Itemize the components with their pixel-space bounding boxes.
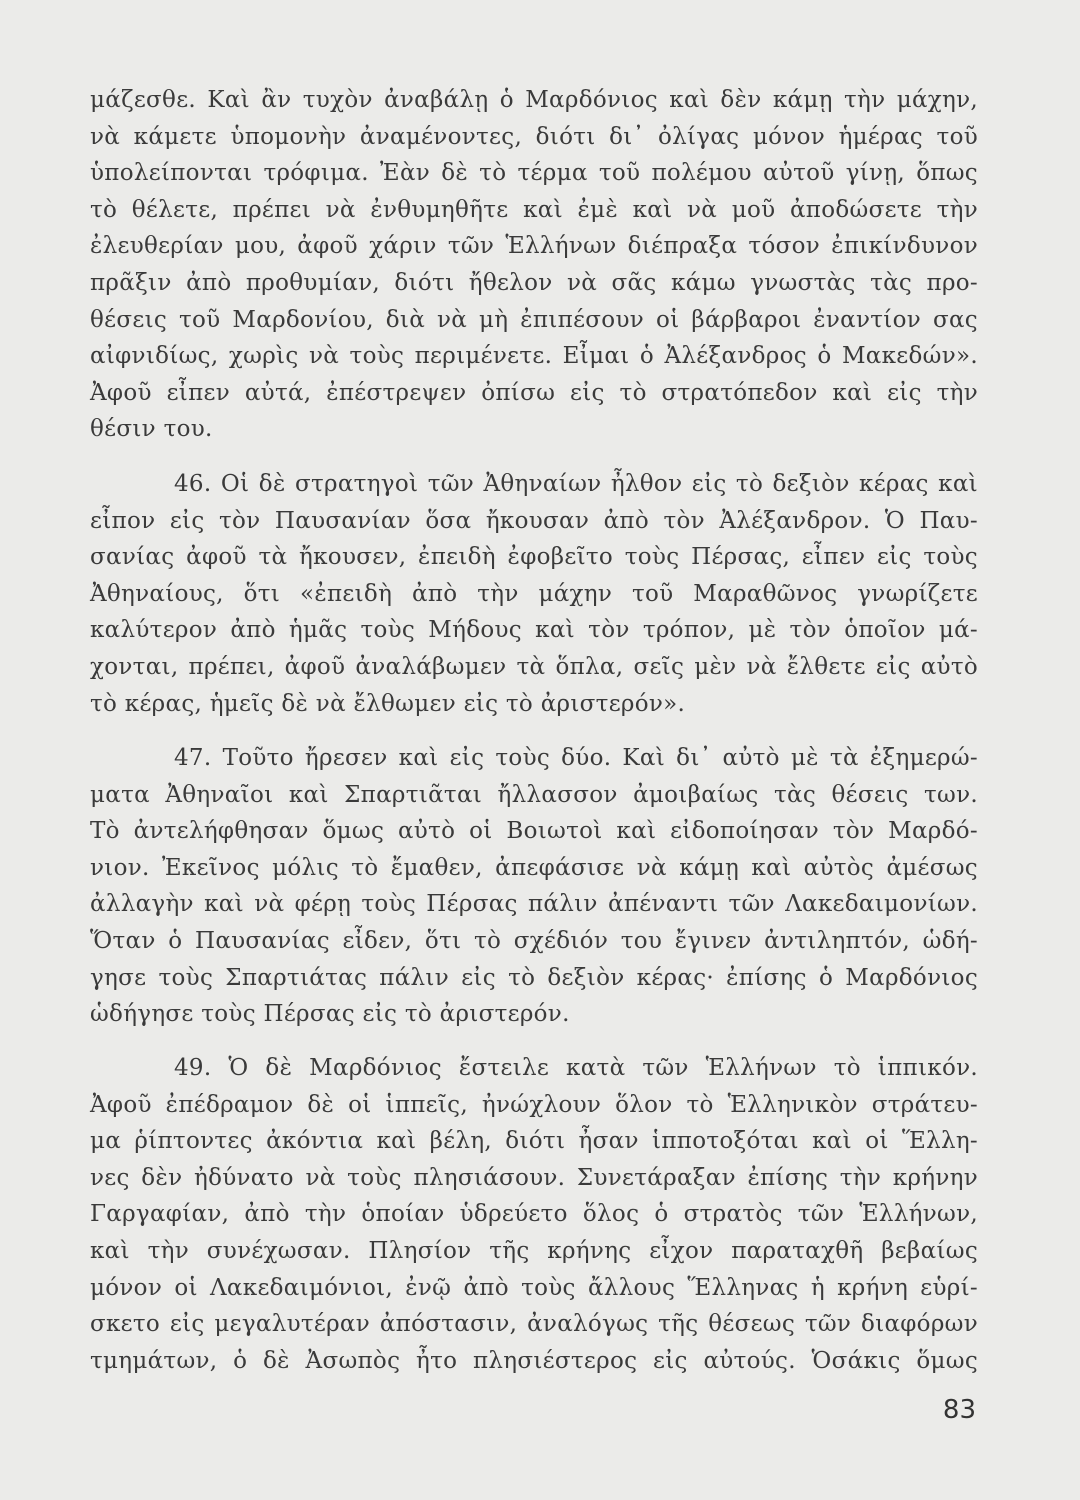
text-line: 49. Ὁ δὲ Μαρδόνιος ἔστειλε κατὰ τῶν Ἑλλήνων τὸ ἱππικόν.	[174, 1055, 978, 1081]
text-line: Ἀθηναίους, ὅτι «ἐπειδὴ ἀπὸ τὴν μάχην τοῦ Μαραθῶνος γνωρίζετε	[90, 580, 978, 607]
text-line: γησε τοὺς Σπαρτιάτας πάλιν εἰς τὸ δεξιὸν κέρας· ἐπίσης ὁ Μαρδόνιος	[90, 964, 978, 991]
text-line: μα ῥίπτοντες ἀκόντια καὶ βέλη, διότι ἦσαν ἱπποτοξόται καὶ οἱ Ἕλλη-	[90, 1128, 978, 1155]
text-line: θέσεις τοῦ Μαρδονίου, διὰ νὰ μὴ ἐπιπέσουν οἱ βάρβαροι ἐναντίον σας	[90, 306, 978, 333]
text-line: ὡδήγησε τοὺς Πέρσας εἰς τὸ ἀριστερόν.	[90, 1001, 570, 1028]
text-line: τὸ κέρας, ἡμεῖς δὲ νὰ ἔλθωμεν εἰς τὸ ἀριστερόν».	[90, 690, 686, 717]
text-line: Ἀφοῦ εἶπεν αὐτά, ἐπέστρεψεν ὀπίσω εἰς τὸ στρατόπεδον καὶ εἰς τὴν	[90, 379, 978, 406]
text-line: ματα Ἀθηναῖοι καὶ Σπαρτιᾶται ἤλλασσον ἀμοιβαίως τὰς θέσεις των.	[90, 781, 978, 808]
text-line: Τὸ ἀντελήφθησαν ὅμως αὐτὸ οἱ Βοιωτοὶ καὶ εἰδοποίησαν τὸν Μαρδό-	[90, 818, 978, 845]
text-line: Ὅταν ὁ Παυσανίας εἶδεν, ὅτι τὸ σχέδιόν του ἔγινεν ἀντιληπτόν, ὡδή-	[90, 927, 978, 954]
text-line: νες δὲν ἠδύνατο νὰ τοὺς πλησιάσουν. Συνετάραξαν ἐπίσης τὴν κρήνην	[90, 1164, 978, 1191]
text-line: νὰ κάμετε ὑπομονὴν ἀναμένοντες, διότι δι᾽ ὀλίγας μόνον ἡμέρας τοῦ	[90, 123, 978, 150]
paragraph-49	[90, 1050, 978, 1379]
paragraph-continuation	[90, 82, 978, 448]
text-line: Ἀφοῦ ἐπέδραμον δὲ οἱ ἱππεῖς, ἠνώχλουν ὅλον τὸ Ἑλληνικὸν στράτευ-	[90, 1091, 978, 1118]
text-line: χονται, πρέπει, ἀφοῦ ἀναλάβωμεν τὰ ὅπλα, σεῖς μὲν νὰ ἔλθετε εἰς αὐτὸ	[90, 653, 978, 680]
paragraph-47	[90, 740, 978, 1033]
text-line: τὸ θέλετε, πρέπει νὰ ἐνθυμηθῆτε καὶ ἐμὲ καὶ νὰ μοῦ ἀποδώσετε τὴν	[90, 196, 978, 223]
text-line: ἐλευθερίαν μου, ἀφοῦ χάριν τῶν Ἑλλήνων διέπραξα τόσον ἐπικίνδυνον	[90, 233, 978, 260]
paragraph-46	[90, 466, 978, 722]
text-line: ἀλλαγὴν καὶ νὰ φέρῃ τοὺς Πέρσας πάλιν ἀπέναντι τῶν Λακεδαιμονίων.	[90, 891, 978, 918]
text-line: θέσιν του.	[90, 416, 213, 443]
text-line: καὶ τὴν συνέχωσαν. Πλησίον τῆς κρήνης εἶχον παραταχθῆ βεβαίως	[90, 1237, 978, 1264]
text-line: Γαργαφίαν, ἀπὸ τὴν ὁποίαν ὑδρεύετο ὅλος ὁ στρατὸς τῶν Ἑλλήνων,	[90, 1201, 978, 1228]
text-line: σκετο εἰς μεγαλυτέραν ἀπόστασιν, ἀναλόγως τῆς θέσεως τῶν διαφόρων	[90, 1311, 978, 1338]
text-line: μάζεσθε. Καὶ ἂν τυχὸν ἀναβάλῃ ὁ Μαρδόνιος καὶ δὲν κάμῃ τὴν μάχην,	[90, 87, 978, 113]
text-line: καλύτερον ἀπὸ ἡμᾶς τοὺς Μήδους καὶ τὸν τρόπον, μὲ τὸν ὁποῖον μά-	[90, 617, 978, 644]
text-line: ὑπολείπονται τρόφιμα. Ἐὰν δὲ τὸ τέρμα τοῦ πολέμου αὐτοῦ γίνῃ, ὅπως	[90, 160, 978, 187]
text-line: μόνον οἱ Λακεδαιμόνιοι, ἐνῷ ἀπὸ τοὺς ἄλλους Ἕλληνας ἡ κρήνη εὑρί-	[90, 1274, 978, 1301]
page-number: 83	[942, 1395, 976, 1425]
text-line: εἶπον εἰς τὸν Παυσανίαν ὅσα ἤκουσαν ἀπὸ τὸν Ἀλέξανδρον. Ὁ Παυ-	[90, 507, 978, 534]
text-line: σανίας ἀφοῦ τὰ ἤκουσεν, ἐπειδὴ ἐφοβεῖτο τοὺς Πέρσας, εἶπεν εἰς τοὺς	[90, 544, 978, 571]
text-line: νιον. Ἐκεῖνος μόλις τὸ ἔμαθεν, ἀπεφάσισε νὰ κάμῃ καὶ αὐτὸς ἀμέσως	[90, 854, 978, 881]
text-line: αἰφνιδίως, χωρὶς νὰ τοὺς περιμένετε. Εἶμαι ὁ Ἀλέξανδρος ὁ Μακεδών».	[90, 343, 978, 370]
text-line: 46. Οἱ δὲ στρατηγοὶ τῶν Ἀθηναίων ἦλθον εἰς τὸ δεξιὸν κέρας καὶ	[174, 471, 978, 497]
text-line: πρᾶξιν ἀπὸ προθυμίαν, διότι ἤθελον νὰ σᾶς κάμω γνωστὰς τὰς προ-	[90, 269, 978, 296]
text-line: τμημάτων, ὁ δὲ Ἀσωπὸς ἦτο πλησιέστερος εἰς αὐτούς. Ὁσάκις ὅμως	[90, 1347, 978, 1374]
text-line: 47. Τοῦτο ἤρεσεν καὶ εἰς τοὺς δύο. Καὶ δι᾽ αὐτὸ μὲ τὰ ἐξημερώ-	[174, 745, 978, 771]
